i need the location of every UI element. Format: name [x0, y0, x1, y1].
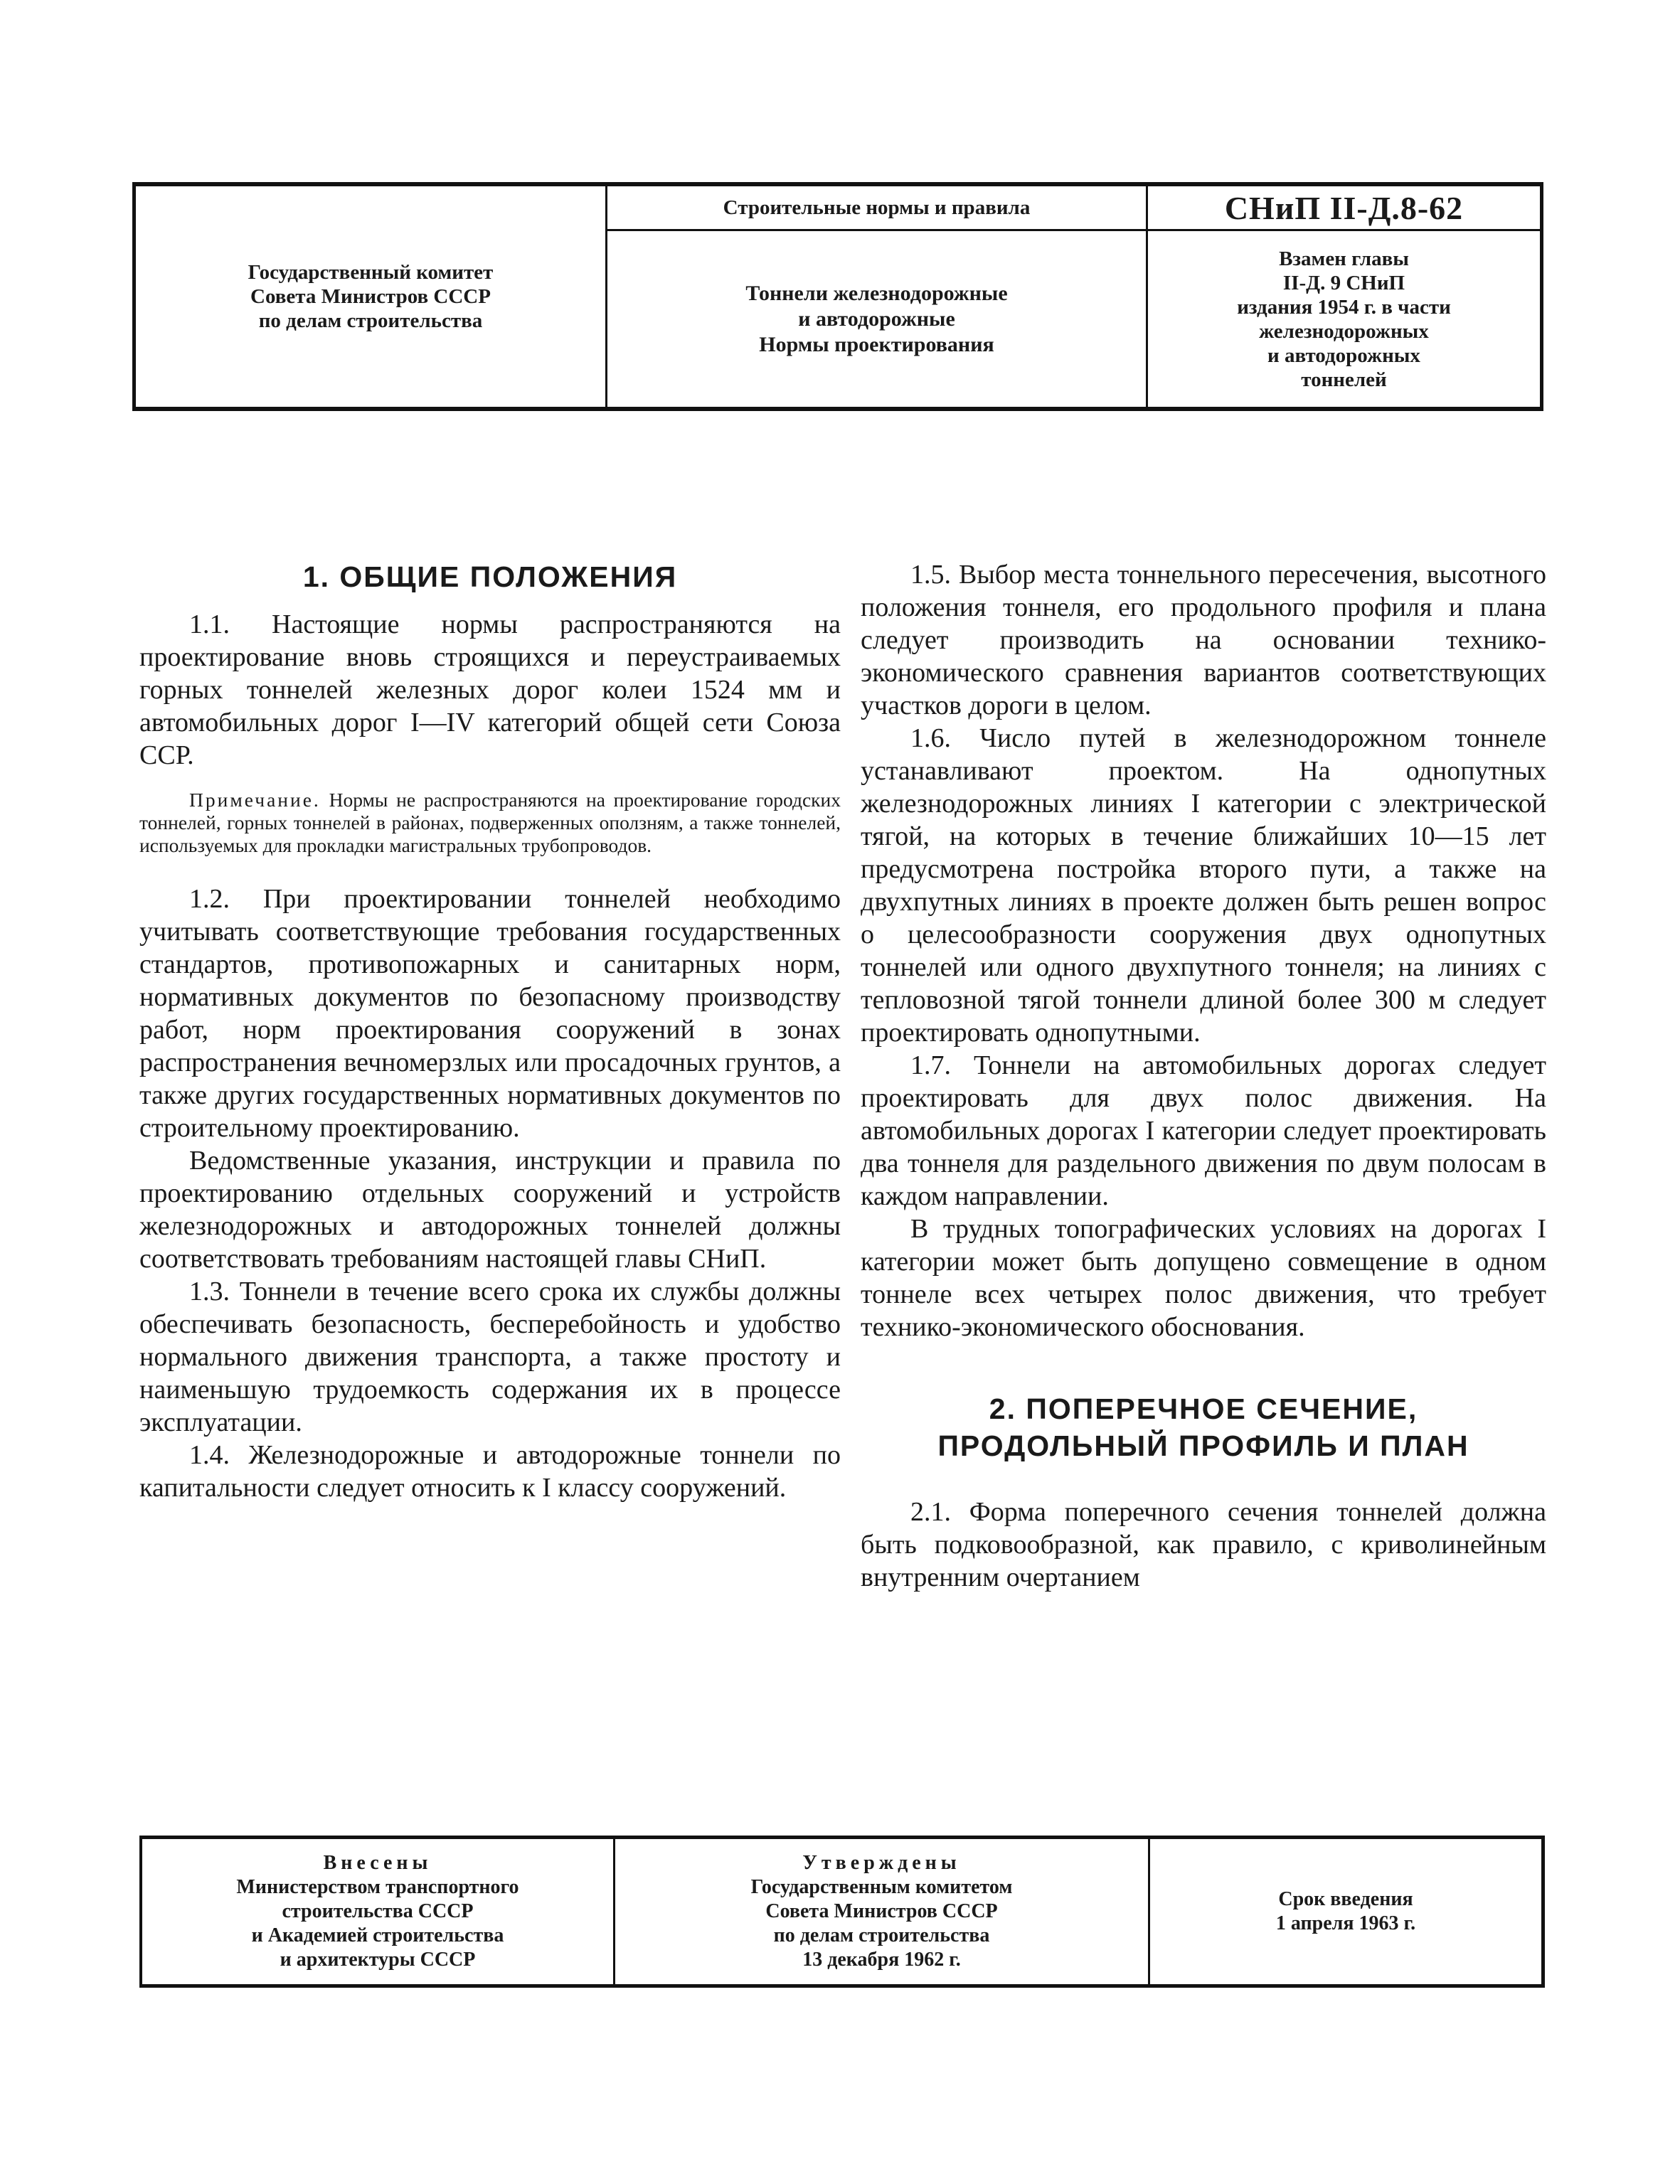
replaces-cell: [1148, 231, 1540, 407]
note-text: Нормы не распространяются на проектирование городских тоннелей, горных тоннелей в районах, подверженных оползням, а также тоннелей, используемых для прокладки магистральных трубопроводов.: [139, 789, 841, 856]
section-2-title-line: ПРОДОЛЬНЫЙ ПРОФИЛЬ И ПЛАН: [937, 1429, 1469, 1462]
paragraph-1-7b: В трудных топографических условиях на дорогах I категории может быть допущено совмещение в одном тоннеле всех четырех полос движения, что требует технико-экономического обоснования.: [861, 1214, 1546, 1342]
left-column: [139, 558, 841, 1504]
introduced-label: Внесены: [323, 1852, 432, 1874]
header-table: [132, 182, 1543, 411]
committee-line: Совета Министров СССР: [250, 285, 491, 308]
replaces-line: железнодорожных: [1259, 319, 1429, 343]
committee-cell: [136, 186, 605, 407]
section-2-title: [861, 1390, 1546, 1464]
approved-label: Утверждены: [802, 1852, 961, 1874]
doc-code: СНиП II-Д.8-62: [1224, 189, 1464, 226]
replaces-line: издания 1954 г. в части: [1237, 295, 1451, 319]
paragraph-2-1: 2.1. Форма поперечного сечения тоннелей должна быть подковообразной, как правило, с криволинейным внутренним очертанием: [861, 1497, 1546, 1592]
committee-line: по делам строительства: [258, 309, 483, 332]
paragraph-1-6: 1.6. Число путей в железнодорожном тоннеле устанавливают проектом. На однопутных железнодорожных линиях I категории с электрической тягой, на которых в течение ближайших 10—15 лет предусмотрена постройка второго пути, а также на двухпутных линиях в проекте должен быть решен вопрос о целесообразности сооружения двух однопутных тоннелей или одного двухпутного тоннеля; на линиях с тепловозной тягой тоннели длиной более 300 м следует проектировать однопутными.: [861, 723, 1546, 1048]
paragraph-1-2: 1.2. При проектировании тоннелей необходимо учитывать соответствующие требования государственных стандартов, противопожарных и санитарных норм, нормативных документов по безопасному производству работ, норм проектирования сооружений в зонах распространения вечномерзлых или просадочных грунтов, а также других государственных нормативных документов по строительному проектированию.: [139, 884, 841, 1143]
note: [139, 789, 841, 857]
introduced-line: и Академией строительства: [251, 1924, 504, 1946]
introduced-line: и архитектуры СССР: [280, 1949, 476, 1971]
introduced-line: Министерством транспортного: [236, 1876, 519, 1898]
effective-line: 1 апреля 1963 г.: [1275, 1912, 1416, 1934]
paragraph-1-7: 1.7. Тоннели на автомобильных дорогах следует проектировать для двух полос движения. На автомобильных дорогах I категории следует проектировать два тоннеля для раздельного движения по двум полосам в каждом направлении.: [861, 1050, 1546, 1211]
paragraph-1-5: 1.5. Выбор места тоннельного пересечения, высотного положения тоннеля, его продольного профиля и плана следует производить на основании технико-экономического сравнения вариантов соответствующих участков дороги в целом.: [861, 560, 1546, 720]
doc-title-cell: [607, 231, 1146, 407]
approved-line: 13 декабря 1962 г.: [802, 1949, 961, 1971]
doc-title-line: Тоннели железнодорожные: [745, 281, 1008, 305]
introduced-cell: [142, 1839, 613, 1984]
replaces-line: тоннелей: [1301, 368, 1387, 391]
paragraph-1-1: 1.1. Настоящие нормы распространяются на проектирование вновь строящихся и переустраиваемых горных тоннелей железных дорог колеи 1524 мм и автомобильных дорог I—IV категорий общей сети Союза ССР.: [139, 609, 841, 770]
replaces-line: II-Д. 9 СНиП: [1282, 271, 1405, 294]
approved-line: Государственным комитетом: [750, 1876, 1013, 1898]
paragraph-1-3: 1.3. Тоннели в течение всего срока их службы должны обеспечивать безопасность, бесперебойность и удобство нормального движения транспорта, а также простоту и наименьшую трудоемкость содержания их в процессе эксплуатации.: [139, 1277, 841, 1437]
right-column: [861, 558, 1546, 1594]
doc-title-line: Нормы проектирования: [759, 332, 994, 356]
approved-line: по делам строительства: [773, 1924, 990, 1946]
committee-line: Государственный комитет: [248, 261, 494, 284]
effective-cell: [1150, 1839, 1541, 1984]
paragraph-1-4: 1.4. Железнодорожные и автодорожные тоннели по капитальности следует относить к I классу сооружений.: [139, 1440, 841, 1503]
norms-label: Строительные нормы и правила: [723, 196, 1031, 219]
effective-line: Срок введения: [1278, 1888, 1413, 1910]
footer-table: [139, 1836, 1545, 1988]
replaces-line: Взамен главы: [1279, 247, 1409, 270]
introduced-line: строительства СССР: [282, 1900, 474, 1922]
paragraph-1-2b: Ведомственные указания, инструкции и правила по проектированию отдельных сооружений и устройств железнодорожных и автодорожных тоннелей должны соответствовать требованиям настоящей главы СНиП.: [139, 1146, 841, 1274]
section-2-title-line: 2. ПОПЕРЕЧНОЕ СЕЧЕНИЕ,: [989, 1392, 1418, 1425]
replaces-line: и автодорожных: [1267, 343, 1420, 367]
note-label: Примечание.: [189, 789, 321, 811]
approved-cell: [615, 1839, 1148, 1984]
section-1-title: 1. ОБЩИЕ ПОЛОЖЕНИЯ: [302, 560, 678, 593]
approved-line: Совета Министров СССР: [765, 1900, 998, 1922]
doc-title-line: и автодорожные: [798, 307, 955, 331]
